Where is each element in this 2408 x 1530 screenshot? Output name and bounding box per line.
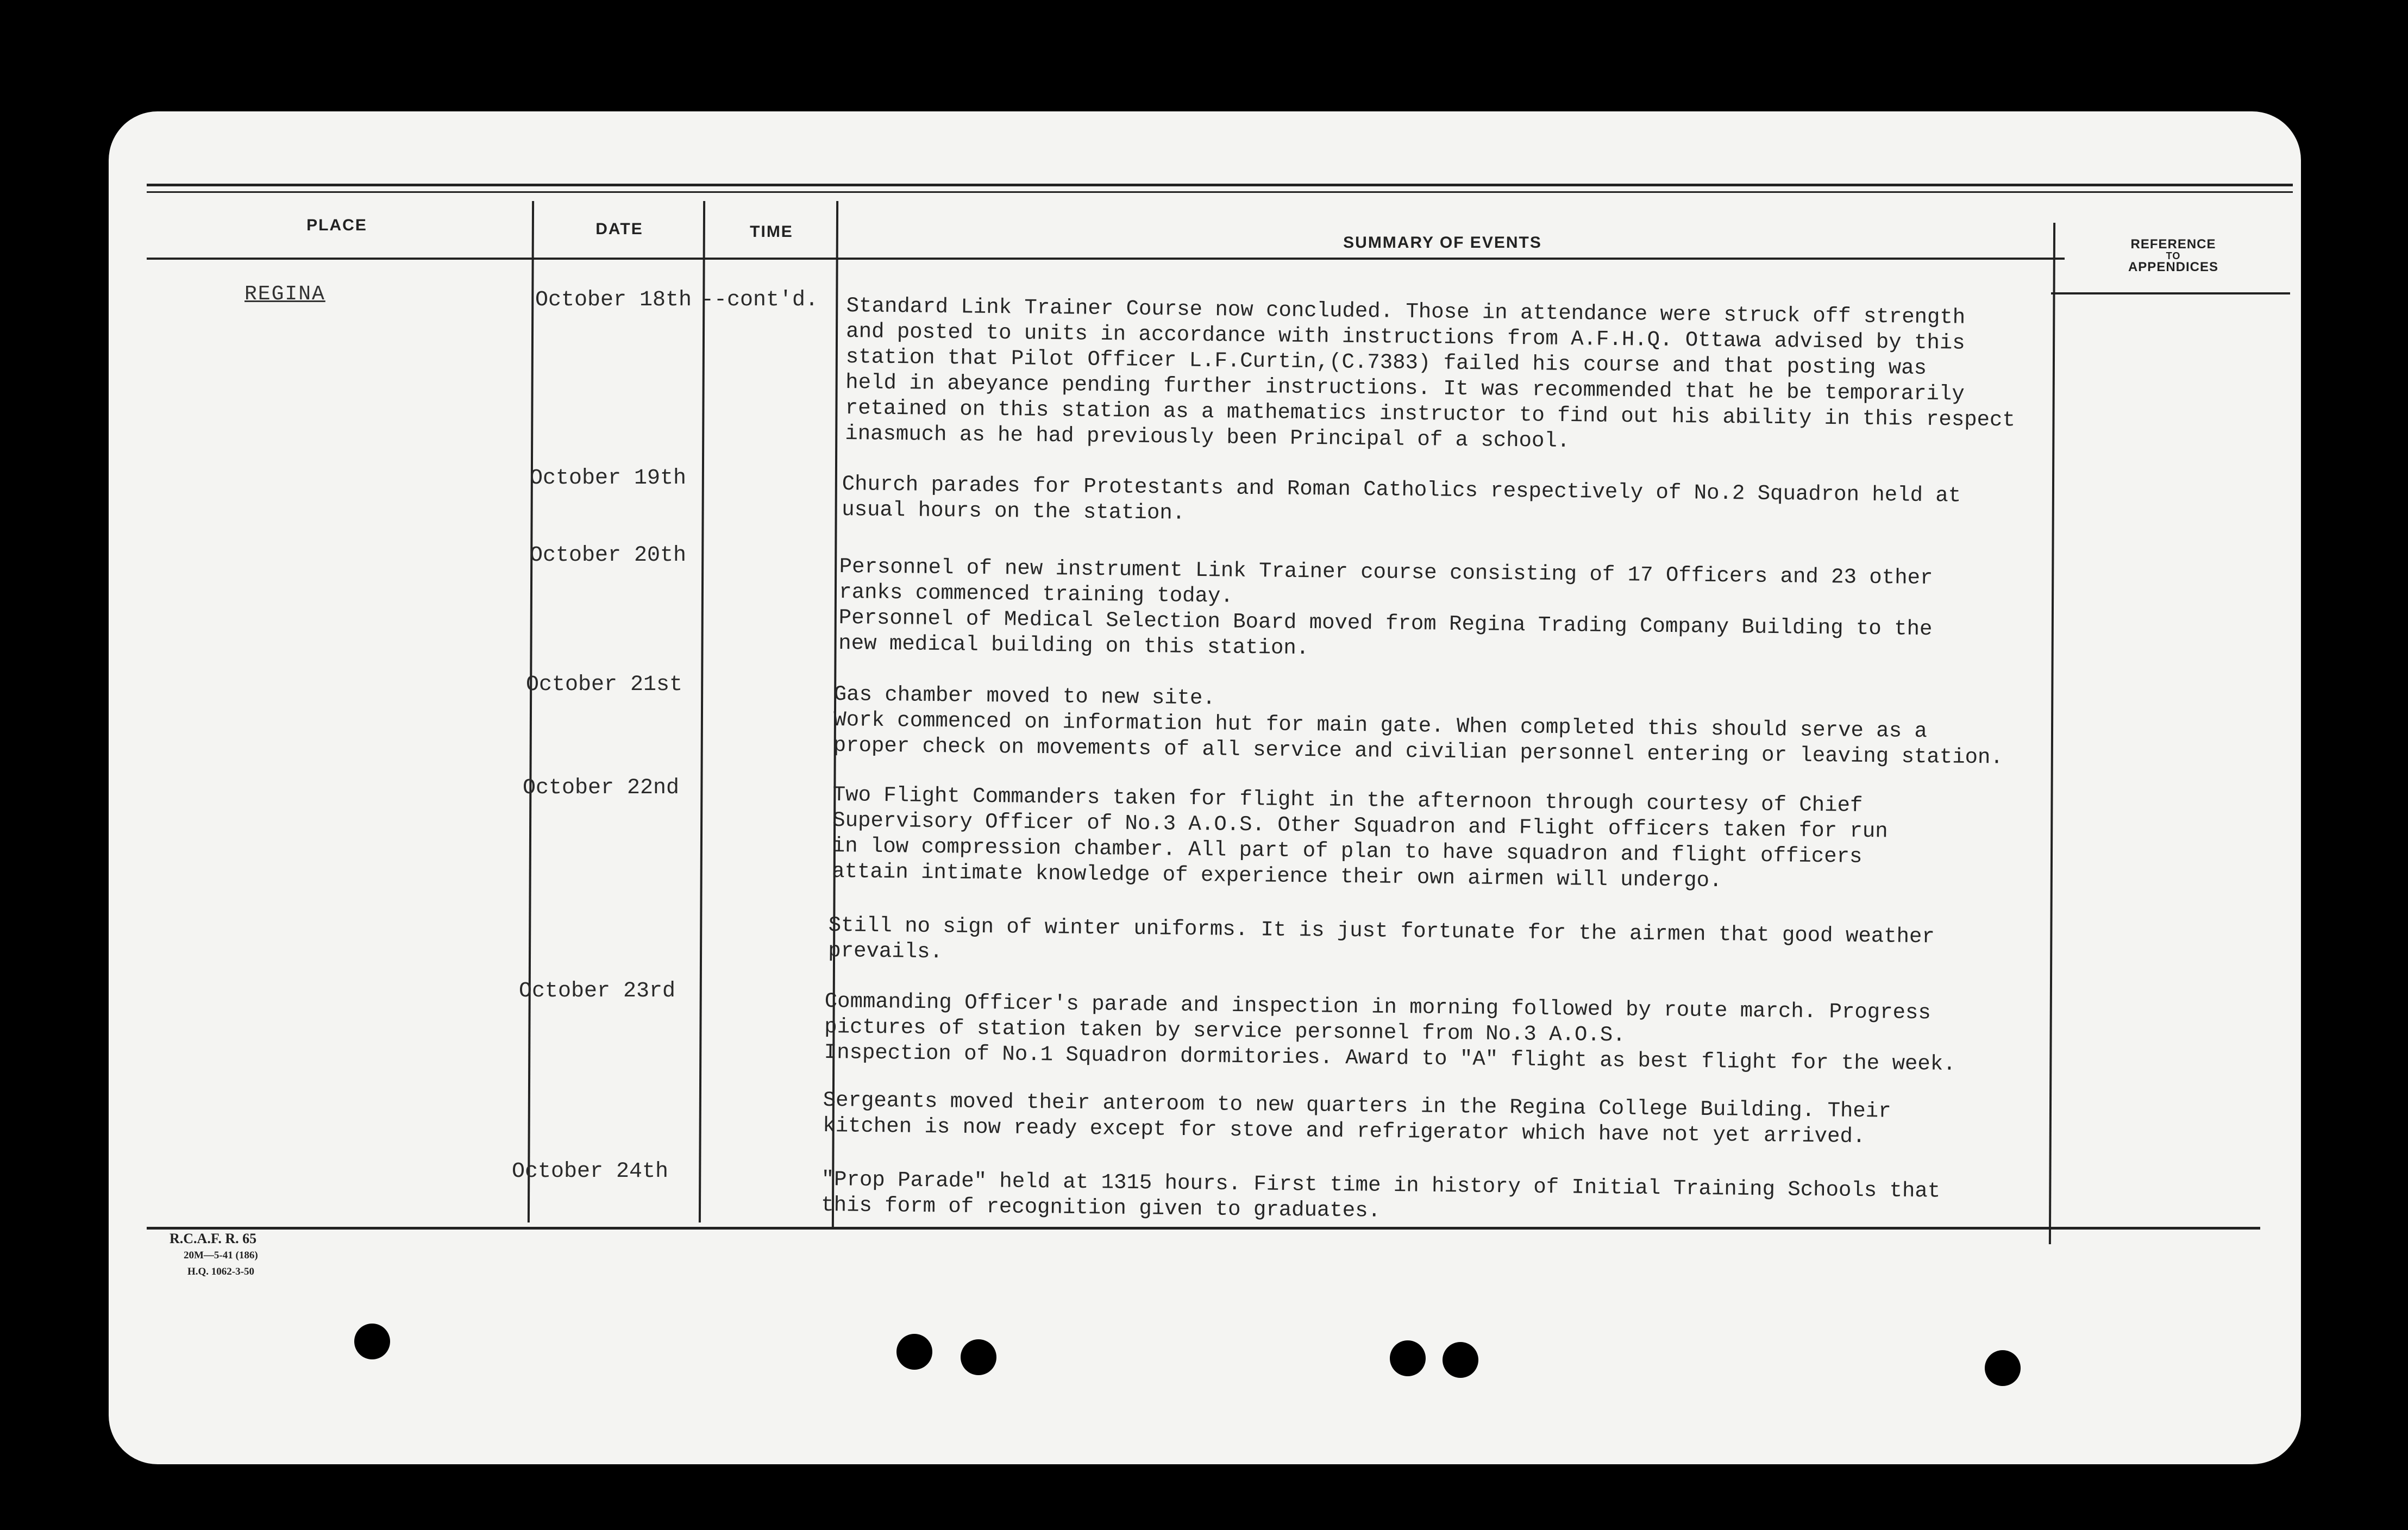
date-oct-18: October 18th [535, 288, 692, 312]
header-reference-line3: APPENDICES [2128, 260, 2219, 274]
top-rule-double [147, 191, 2293, 193]
time-continued: --cont'd. [701, 288, 819, 312]
date-oct-21: October 21st [526, 673, 683, 697]
header-date: DATE [595, 220, 643, 238]
entry-oct-22: Two Flight Commanders taken for flight in the afternoon through courtesy of Chief Supervisory Officer of No.3 A.O.S. Other Squadron and Flight officers taken for run in low compression chamber. All part of plan to have squadron and flight officers attain intimate knowledge of experience their own airmen will undergo. [832, 783, 1888, 893]
entry-oct-24: "Prop Parade" held at 1315 hours. First time in history of Initial Training Schools that this form of recognition given to graduates. [821, 1168, 1941, 1223]
place-regina: REGINA [244, 283, 325, 306]
entry-oct-23: Commanding Officer's parade and inspection in morning followed by route march. Progress pictures of station taken by service personnel from No.3 A.O.S. Inspection of No.1 Squadron dormitories. Award to "A" flight as best flight for the week. [824, 989, 1956, 1076]
header-reference-line1: REFERENCE [2130, 237, 2216, 252]
entry-oct-23-sergeants: Sergeants moved their anteroom to new quarters in the Regina College Building. Their kitchen is now ready except for stove and refrigerator which have not yet arrived. [823, 1088, 1891, 1149]
punch-hole-6 [1985, 1350, 2021, 1386]
header-summary: SUMMARY OF EVENTS [1343, 234, 1542, 252]
footer-form-number: R.C.A.F. R. 65 [170, 1231, 257, 1246]
top-rule [147, 184, 2293, 186]
punch-hole-4 [1390, 1340, 1426, 1376]
punch-hole-1 [354, 1324, 390, 1359]
entry-oct-21: Gas chamber moved to new site. Work commenced on information hut for main gate. When completed this should serve as a proper check on movements of all service and civilian personnel entering or leaving station. [833, 682, 2004, 770]
entry-oct-19: Church parades for Protestants and Roman Catholics respectively of No.2 Squadron held at usual hours on the station. [842, 472, 1961, 525]
footer-print-code: 20M—5-41 (186) [184, 1250, 258, 1261]
date-oct-20: October 20th [530, 543, 687, 568]
punch-hole-3 [961, 1339, 996, 1375]
date-oct-24: October 24th [512, 1159, 669, 1184]
punch-hole-2 [896, 1334, 932, 1370]
punch-hole-5 [1443, 1342, 1478, 1378]
header-reference-line2: TO [2166, 250, 2181, 261]
header-time: TIME [750, 223, 793, 241]
header-reference [2075, 238, 2271, 274]
footer-hq-code: H.Q. 1062-3-50 [187, 1266, 254, 1277]
header-place: PLACE [306, 216, 367, 234]
entry-oct-18: Standard Link Trainer Course now concluded. Those in attendance were struck off strength and posted to units in accordance with instructions from A.F.H.Q. Ottawa advised by this station that Pilot Officer L.F.Curtin,(C.7383) failed his course and that posting was held in abeyance pending further instructions. It was recommended that he be temporarily retained on this station as a mathematics instructor to find out his ability in this respect inasmuch as he had previously been Principal of a school. [845, 293, 2016, 453]
header-bottom-rule-left [147, 258, 2065, 260]
entry-oct-20: Personnel of new instrument Link Trainer course consisting of 17 Officers and 23 other ranks commenced training today. Personnel of Medical Selection Board moved from Regina Trading Company Building to the new medical building on this station. [838, 554, 1933, 661]
entry-oct-22-weather: Still no sign of winter uniforms. It is just fortunate for the airmen that good weather prevails. [828, 913, 1935, 964]
date-oct-23: October 23rd [519, 979, 676, 1004]
header-bottom-rule-right [2051, 292, 2290, 294]
date-oct-19: October 19th [530, 466, 687, 491]
date-oct-22: October 22nd [523, 776, 680, 800]
